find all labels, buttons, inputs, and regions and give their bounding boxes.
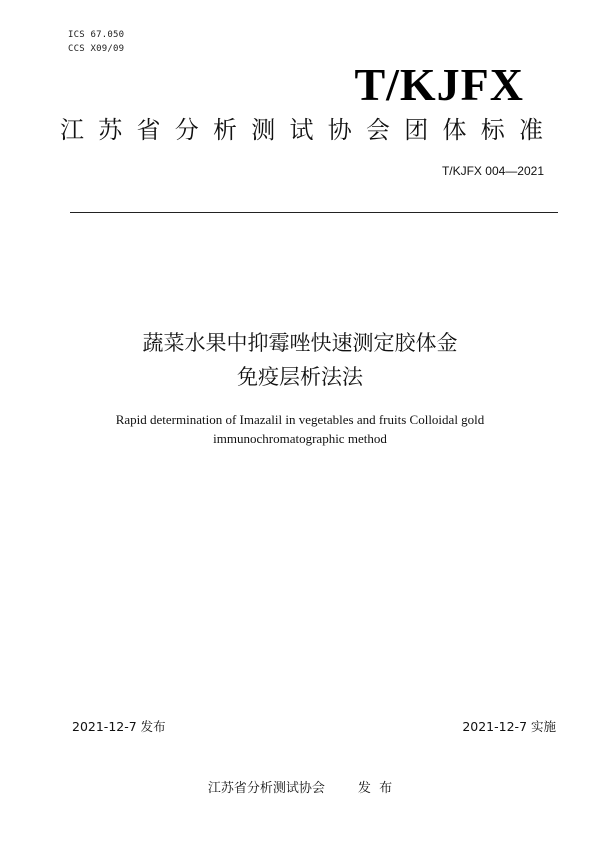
title-en-line2: immunochromatographic method — [213, 431, 387, 446]
title-en-line1: Rapid determination of Imazalil in vegetables and fruits Colloidal gold — [115, 412, 485, 427]
implement-date: 2021-12-7 实施 — [462, 719, 556, 734]
standard-type: 江苏省分析测试协会团体标准 — [60, 116, 554, 144]
publisher: 江苏省分析测试协会 发 布 — [207, 781, 393, 796]
header-divider — [70, 212, 558, 213]
title-zh-line2: 免疫层析法法 — [237, 365, 363, 389]
organization-code: T/KJFX — [354, 59, 524, 110]
publish-date: 2021-12-7 发布 — [72, 719, 166, 734]
ics-code: ICS 67.050 — [68, 30, 125, 40]
ccs-code: CCS X09/09 — [68, 44, 125, 54]
title-zh-line1: 蔬菜水果中抑霉唑快速测定胶体金 — [142, 331, 458, 355]
standard-number: T/KJFX 004—2021 — [441, 164, 544, 178]
